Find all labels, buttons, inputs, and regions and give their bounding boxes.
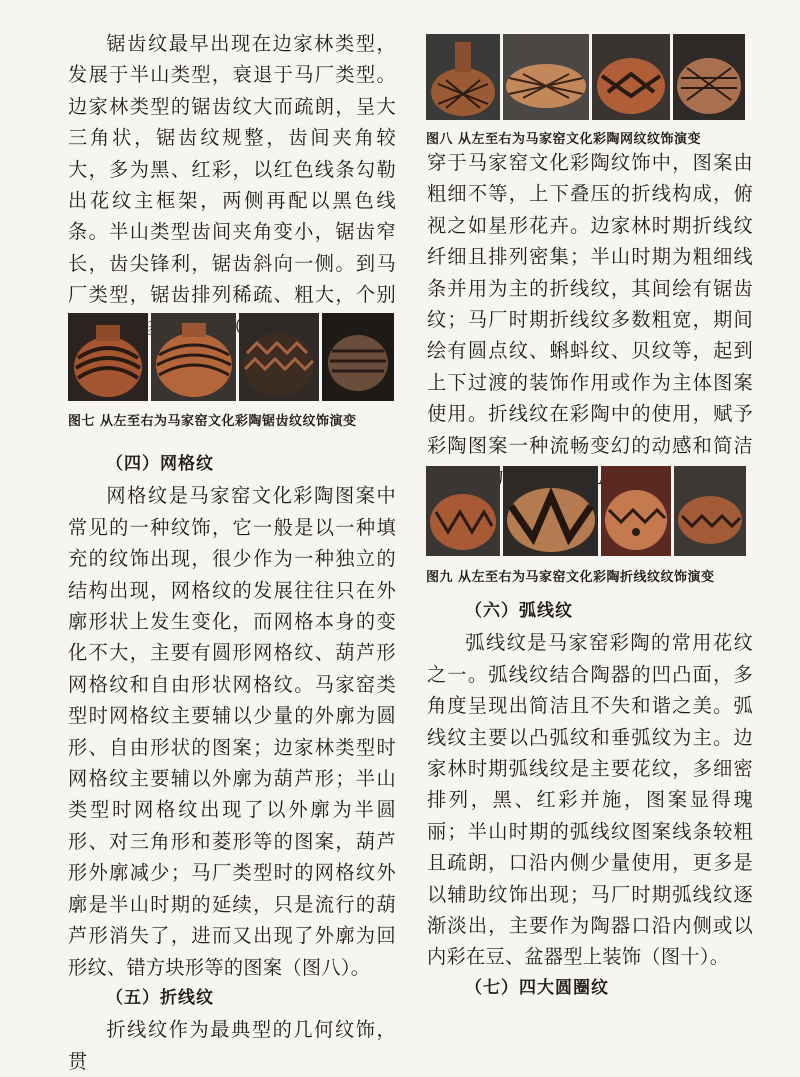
paragraph-zigzag-continued: 穿于马家窑文化彩陶纹饰中，图案由粗细不等，上下叠压的折线构成，俯视之如星形花卉。边家林时期折线纹纤细且排列密集；半山时期为粗细线条并用为主的折线纹，其间绘有锯齿纹；马厂时期折线纹多数粗宽，期间绘有圆点纹、蝌蚪纹、贝纹等，起到上下过渡的装饰作用或作为主体图案使用。折线纹在彩陶中的使用，赋予彩陶图案一种流畅变幻的动感和简洁 [427,151,753,457]
figure-8-caption: 图八 从左至右为马家窑文化彩陶网纹纹饰演变 [426,132,702,147]
heading-four-circles-pattern: （七）四大圆圈纹 [465,977,609,998]
heading-arc-pattern: （六）弧线纹 [465,601,573,621]
pottery-photo-9 [426,466,500,556]
pottery-photo-10 [503,466,599,556]
pottery-photo-6 [503,34,589,120]
paragraph-sawtooth: 锯齿纹最早出现在边家林类型，发展于半山类型，衰退于马厂类型。边家林类型的锯齿纹大而疏朗，呈大三角状，锯齿纹规整，齿间夹角较大，多为黑、红彩，以红色线条勾勒出花纹主框架，两侧再配以黑色线条。半山类型齿间夹角变小，锯齿窄长，齿尖锋利，锯齿斜向一侧。到马厂类型，锯齿排列稀疏、粗大，个别 [68,32,396,307]
heading-grid-pattern: （四）网格纹 [106,454,214,474]
pottery-photo-7 [592,34,670,120]
figure-9-image [426,466,746,556]
pottery-photo-5 [426,34,500,120]
figure-7-image [68,313,394,401]
right-column-upper [427,147,753,492]
pottery-photo-3 [239,313,319,401]
left-column-lower [68,449,396,1077]
paragraph-zigzag-start: 折线纹作为最典型的几何纹饰，贯 [68,1018,396,1073]
pottery-photo-1 [68,313,148,401]
figure-9-caption: 图九 从左至右为马家窑文化彩陶折线纹纹饰演变 [426,570,715,585]
figure-8-image [426,34,746,120]
figure-7-caption: 图七 从左至右为马家窑文化彩陶锯齿纹纹饰演变 [68,414,357,429]
pottery-photo-12 [674,466,746,556]
pottery-photo-4 [322,313,394,401]
pottery-photo-11 [601,466,671,556]
paragraph-arc-pattern: 弧线纹是马家窑彩陶的常用花纹之一。弧线纹结合陶器的凹凸面，多角度呈现出简洁且不失和谐之美。弧线纹主要以凸弧纹和垂弧纹为主。边家林时期弧线纹是主要花纹，多细密排列，黑、红彩并施，图案显得瑰丽；半山时期的弧线纹图案线条较粗且疏朗，口沿内侧少量使用，更多是以辅助纹饰出现；马厂时期弧线纹逐渐淡出，主要作为陶器口沿内侧或以内彩在豆、盆器型上装饰（图十）。 [427,631,753,969]
left-column [68,0,396,342]
pottery-photo-2 [151,313,237,401]
pottery-photo-8 [673,34,745,120]
right-column-lower [427,596,753,1004]
paragraph-grid-pattern: 网格纹是马家窑文化彩陶图案中常见的一种纹饰，它一般是以一种填充的纹饰出现，很少作为一种独立的结构出现，网格纹的发展往往只在外廓形状上发生变化，而网格本身的变化不大，主要有圆形网格纹、葫芦形网格纹和自由形状网格纹。马家窑类型时网格纹主要辅以少量的外廓为圆形、自由形状的图案；边家林类型时网格纹主要辅以外廓为葫芦形；半山类型时网格纹出现了以外廓为半圆形、对三角形和菱形等的图案，葫芦形外廓减少；马厂类型时的网格纹外廓是半山时期的延续，只是流行的葫芦形消失了，进而又出现了外廓为回形纹、错方块形等的图案（图八）。 [68,484,396,979]
heading-zigzag-pattern: （五）折线纹 [106,987,214,1008]
